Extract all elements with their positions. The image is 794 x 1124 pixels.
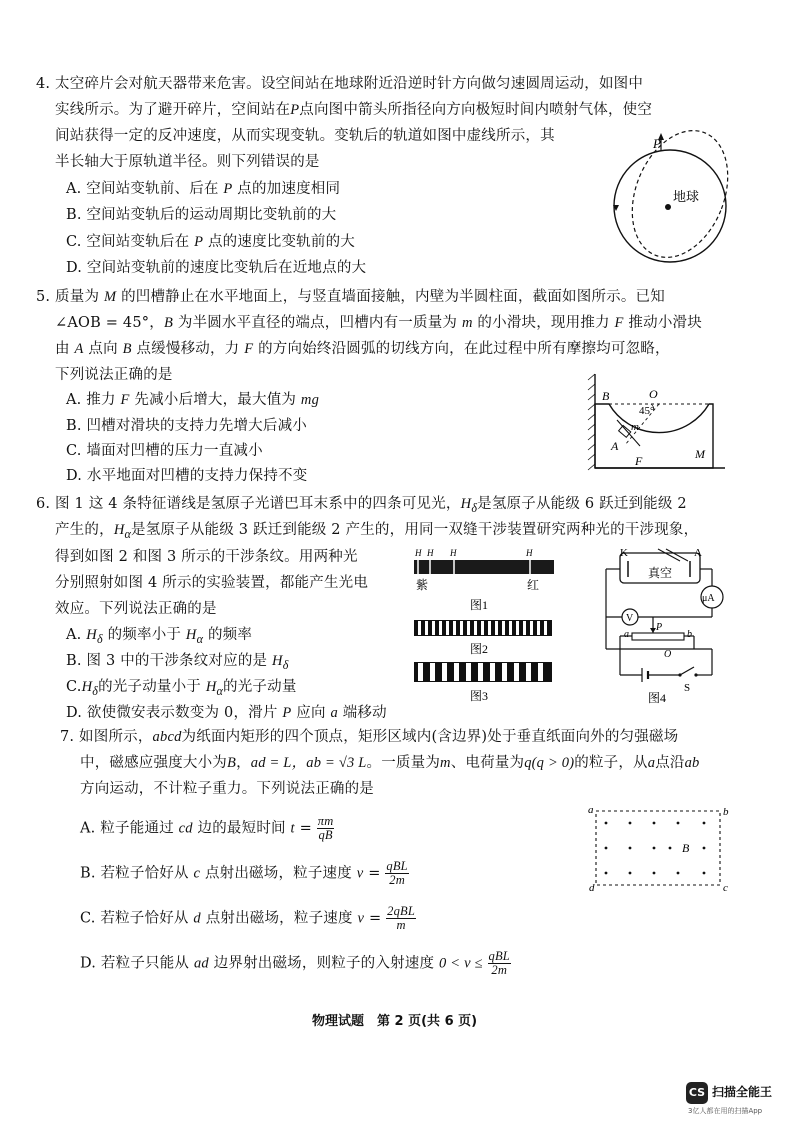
q6-fig2-fringes <box>414 620 554 658</box>
scanner-app-logo: CS <box>686 1082 708 1104</box>
q7-stem-line3: 方向运动，不计粒子重力。下列说法正确的是 <box>80 781 374 797</box>
q6-stem-line5: 效应。下列说法正确的是 <box>55 601 217 617</box>
q7-field-dots <box>605 822 706 875</box>
q6-fig4-s-label: S <box>684 682 691 694</box>
q7-option-a: A. 粒子能通过 cd 边的最短时间 t = $\frac{\pi m}{qB}$ <box>80 814 334 842</box>
q6-fig4-a-label: A <box>694 547 702 559</box>
q4-fig-earth-label: 地球 <box>673 189 700 204</box>
q4-stem-line1: 4. 太空碎片会对航天器带来危害。设空间站在地球附近沿逆时针方向做匀速圆周运动，如图中 <box>36 76 644 92</box>
q6-option-a: A. $H_\delta$ 的频率小于 $H_\alpha$ 的频率 <box>66 627 253 646</box>
q5-fig-a-label: A <box>611 439 619 453</box>
q6-fig4-switch <box>680 667 694 675</box>
q6-stem-line4: 分别照射如图 4 所示的实验装置，都能产生光电 <box>55 575 369 591</box>
q4-orbit-figure <box>600 128 760 263</box>
q6-option-b: B. 图 3 中的干涉条纹对应的是 $H_\delta$ <box>66 653 289 672</box>
q4-option-d: D. 空间站变轨前的速度比变轨后在近地点的大 <box>66 260 367 276</box>
q4-stem-line3: 间站获得一定的反冲速度，从而实现变轨。变轨后的轨道如图中虚线所示，其 <box>55 128 555 144</box>
q4-stem-line2: 实线所示。为了避开碎片，空间站在P点向图中箭头所指径向方向极短时间内喷射气体，使空 <box>55 102 653 118</box>
q6-fig3-fringes <box>414 662 554 704</box>
q6-fig1-line-label: H <box>427 548 434 558</box>
q6-fig4-k-label: K <box>620 547 628 559</box>
q5-fig-b-label: B <box>602 389 610 403</box>
q7-stem-line1: 7. 如图所示，abcd为纸面内矩形的四个顶点，矩形区域内(含边界)处于垂直纸面向外的匀强磁场 <box>60 729 679 745</box>
q6-fig1-caption: 图1 <box>470 598 489 612</box>
q6-fig4-ua-label: μA <box>702 593 715 604</box>
q6-stem-line2: 产生的，$H_\alpha$是氢原子从能级 3 跃迁到能级 2 产生的，用同一双缝干涉装置研究两种光的干涉现象， <box>55 522 699 541</box>
q6-stem-line3: 得到如图 2 和图 3 所示的干涉条纹。用两种光 <box>55 549 358 565</box>
q5-fig-m-label: m <box>631 421 639 433</box>
q6-fig1-line-label: H <box>415 548 422 558</box>
q5-option-a: A. 推力 F 先减小后增大，最大值为 mg <box>66 392 320 408</box>
q6-fig2-caption: 图2 <box>470 642 489 656</box>
q6-fig4-caption: 图4 <box>648 691 667 705</box>
q4-option-c: C. 空间站变轨后在 P 点的速度比变轨前的大 <box>66 234 355 250</box>
q7-field-figure <box>586 803 732 893</box>
q7-fig-b-label: b <box>723 806 729 818</box>
q6-fig4-rheostat <box>632 633 684 640</box>
q7-stem-line2: 中，磁感应强度大小为B，ad = L，ab = √3 L。一质量为m、电荷量为q(q > 0)的粒子，从a点沿ab <box>80 755 700 771</box>
page-footer: 物理试题 第 2 页(共 6 页) <box>312 1014 478 1029</box>
q6-fig1-line-label: H <box>526 548 533 558</box>
q6-fig4-v-label: V <box>626 613 634 624</box>
q7-field-rectangle <box>596 811 720 885</box>
scanner-app-name: 扫描全能王 <box>712 1085 773 1099</box>
q7-option-c-fraction: $\frac{\text{2qBL}}{m}$ <box>387 904 416 932</box>
scanner-app-tagline: 3亿人都在用的扫描App <box>688 1107 763 1115</box>
q5-stem-line4: 下列说法正确的是 <box>55 367 173 383</box>
q6-fig4-o-label: O <box>664 649 672 660</box>
q7-option-b-fraction: $\frac{\text{qBL}}{2m}$ <box>386 859 408 887</box>
q6-fig4-a-end-label: a <box>624 629 629 640</box>
q5-option-d: D. 水平地面对凹槽的支持力保持不变 <box>66 468 308 484</box>
q7-fig-d-label: d <box>589 882 595 893</box>
q6-fig4-circuit <box>598 545 744 705</box>
q6-fig1-red-label: 红 <box>527 578 540 592</box>
q6-fig1-line-label: H <box>450 548 457 558</box>
q5-stem-line1: 5. 质量为 M 的凹槽静止在水平地面上，与竖直墙面接触，内壁为半圆柱面，截面如图所示。已知 <box>36 289 665 305</box>
q5-stem-line3: 由 A 点向 B 点缓慢移动，力 F 的方向始终沿圆弧的切线方向，在此过程中所有摩擦均可忽略， <box>55 341 670 357</box>
q5-fig-o-label: O <box>649 387 658 401</box>
q7-fig-b-field-label: B <box>682 841 690 855</box>
q6-fig4-vacuum-label: 真空 <box>648 566 673 580</box>
q7-fig-c-label: c <box>723 882 728 893</box>
q7-option-d-fraction: $\frac{\text{qBL}}{2m}$ <box>488 949 510 977</box>
q5-groove-figure <box>585 368 735 476</box>
q5-fig-f-label: F <box>635 454 643 468</box>
q6-fig3-caption: 图3 <box>470 689 489 703</box>
q7-option-a-fraction: $\frac{\pi m}{qB}$ <box>317 814 334 842</box>
q5-stem-line2: ∠AOB = 45°，B 为半圆水平直径的端点，凹槽内有一质量为 m 的小滑块，现用推力 F 推动小滑块 <box>55 315 702 331</box>
q6-fig4-p-label: P <box>656 622 663 633</box>
q6-option-c: $C.H_\delta$的光子动量小于 $H_\alpha$的光子动量 <box>66 679 297 698</box>
q5-fig-m-mass-label: M <box>695 447 705 461</box>
q5-option-b: B. 凹槽对滑块的支持力先增大后减小 <box>66 418 307 434</box>
q7-fig-a-label: a <box>588 804 594 816</box>
q7-option-d: D. 若粒子只能从 ad 边界射出磁场，则粒子的入射速度 0 < v ≤ $\frac{\text{qBL}}{2m}$ <box>80 949 510 977</box>
q7-option-b: B. 若粒子恰好从 c 点射出磁场，粒子速度 v = $\frac{\text{qBL}}{2m}$ <box>80 859 408 887</box>
q7-option-c: C. 若粒子恰好从 d 点射出磁场，粒子速度 v = $\frac{\text{2qBL}}{m}$ <box>80 904 416 932</box>
q6-fig4-b-end-label: b <box>687 629 692 640</box>
q4-option-b: B. 空间站变轨后的运动周期比变轨前的大 <box>66 207 337 223</box>
q6-fig1-spectrum <box>412 545 562 613</box>
q4-option-a: A. 空间站变轨前、后在 P 点的加速度相同 <box>66 181 341 197</box>
q6-stem-line1: 6. 图 1 这 4 条特征谱线是氢原子光谱巴耳末系中的四条可见光，$H_\delta$是氢原子从能级 6 跃迁到能级 2 <box>36 496 687 515</box>
q4-fig-p-label: P <box>653 136 661 151</box>
q6-option-d: D. 欲使微安表示数变为 0，滑片 P 应向 a 端移动 <box>66 705 387 721</box>
q4-stem-line4: 半长轴大于原轨道半径。则下列错误的是 <box>55 154 320 170</box>
q6-fig1-purple-label: 紫 <box>416 578 429 592</box>
q5-fig-angle-label: 45° <box>639 405 655 417</box>
q5-option-c: C. 墙面对凹槽的压力一直减小 <box>66 443 263 459</box>
